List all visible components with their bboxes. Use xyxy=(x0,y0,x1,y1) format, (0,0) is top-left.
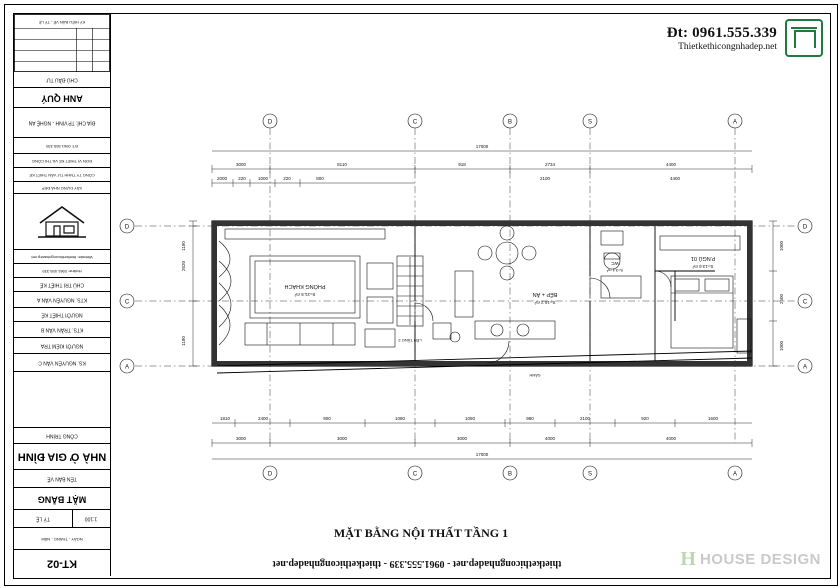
svg-text:3000: 3000 xyxy=(235,436,247,441)
stair-label: LÊN TẦNG 2 xyxy=(398,338,422,343)
company-name-row: CÔNG TY TNHH TƯ VẤN THIẾT KẾ xyxy=(14,168,110,182)
svg-text:1600: 1600 xyxy=(707,416,719,421)
svg-text:D: D xyxy=(267,471,273,478)
living-room-label: PHÒNG KHÁCH xyxy=(284,283,326,289)
svg-text:4400: 4400 xyxy=(669,176,681,181)
svg-text:B: B xyxy=(507,471,513,478)
svg-text:2734: 2734 xyxy=(544,162,556,167)
role-checker-name-row: KS. NGUYỄN VĂN C xyxy=(14,354,110,372)
svg-text:D: D xyxy=(802,224,808,231)
project-name-row: NHÀ Ở GIA ĐÌNH xyxy=(14,444,110,470)
watermark-mark-icon: H xyxy=(680,548,696,570)
company-contact-row: Website: thietkethicongnhadep.net xyxy=(14,250,110,264)
kitchen-dining-area: S=16.2 m² xyxy=(534,300,556,305)
living-room-area: S=21.5 m² xyxy=(294,292,316,297)
svg-text:2620: 2620 xyxy=(181,260,186,272)
owner-header-row: CHỦ ĐẦU TƯ xyxy=(14,72,110,88)
header-text xyxy=(667,25,777,52)
svg-text:220: 220 xyxy=(238,176,246,181)
svg-text:1050: 1050 xyxy=(464,416,476,421)
plan-caption: MẶT BẰNG NỘI THẤT TẦNG 1 xyxy=(333,526,509,540)
drawing-sheet xyxy=(4,4,838,586)
header-phone: Đt: 0961.555.339 xyxy=(666,24,777,41)
house-logo-icon xyxy=(785,19,823,57)
svg-text:2400: 2400 xyxy=(257,416,269,421)
svg-text:A: A xyxy=(732,471,738,478)
kitchen-dining-label: BẾP + ĂN xyxy=(532,291,558,297)
blank-row xyxy=(14,372,110,428)
svg-text:4000: 4000 xyxy=(544,436,556,441)
svg-text:4000: 4000 xyxy=(665,436,677,441)
entry-label: SẢNH xyxy=(529,373,541,378)
company-code-row: ĐT: 0961.555.339 xyxy=(14,138,110,154)
svg-text:2000: 2000 xyxy=(216,176,228,181)
svg-text:1180: 1180 xyxy=(181,336,186,346)
scale-row: TỶ LỆ 1:100 xyxy=(14,510,110,528)
watermark-text: HOUSE DESIGN xyxy=(699,551,821,568)
svg-text:1180: 1180 xyxy=(181,241,186,251)
logo-cell xyxy=(14,194,110,250)
svg-text:B: B xyxy=(507,119,513,126)
svg-text:C: C xyxy=(124,299,130,306)
dim-bottom-overall: 17000 xyxy=(475,452,489,457)
svg-text:3000: 3000 xyxy=(235,162,247,167)
svg-text:4400: 4400 xyxy=(665,162,677,167)
drawing-name-row: MẶT BẰNG xyxy=(14,488,110,510)
svg-text:1000: 1000 xyxy=(257,176,269,181)
owner-address-row: ĐỊA CHỈ: TP.VINH - NGHỆ AN xyxy=(14,108,110,138)
owner-name-row: ANH QUÝ xyxy=(14,88,110,108)
svg-text:8110: 8110 xyxy=(337,162,347,167)
floor-plan-svg xyxy=(115,71,831,511)
bedroom-area: S=13.6 m² xyxy=(692,264,714,269)
svg-text:3000: 3000 xyxy=(336,436,348,441)
role-checker-row: NGƯỜI KIỂM TRA xyxy=(14,338,110,354)
role-designer-name-row: KTS. TRẦN VĂN B xyxy=(14,322,110,338)
svg-text:918: 918 xyxy=(458,162,466,167)
watermark xyxy=(680,548,821,571)
company-header-row: ĐƠN VỊ THIẾT KẾ VÀ THI CÔNG xyxy=(14,154,110,168)
role-designer-row: NGƯỜI THIẾT KẾ xyxy=(14,308,110,322)
svg-text:900: 900 xyxy=(323,416,331,421)
dim-top-overall: 17000 xyxy=(475,144,489,149)
company-logo-icon xyxy=(36,203,88,239)
svg-text:220: 220 xyxy=(283,176,291,181)
project-header-row: CÔNG TRÌNH xyxy=(14,428,110,444)
svg-text:800: 800 xyxy=(316,176,324,181)
floor-plan-drawing xyxy=(115,71,831,511)
svg-text:C: C xyxy=(802,299,808,306)
drawing-header-row: TÊN BẢN VẼ xyxy=(14,470,110,488)
svg-text:980: 980 xyxy=(526,416,534,421)
svg-text:C: C xyxy=(412,119,418,126)
svg-text:D: D xyxy=(267,119,273,126)
svg-text:1000: 1000 xyxy=(779,340,784,352)
header-website: Thietkethicongnhadep.net xyxy=(678,41,777,52)
company-sub-row: XÂY DỰNG NHÀ ĐẸP xyxy=(14,182,110,194)
svg-text:2100: 2100 xyxy=(539,176,551,181)
date-row: NGÀY - THÁNG - NĂM xyxy=(14,528,110,550)
svg-text:A: A xyxy=(732,119,738,126)
svg-text:2100: 2100 xyxy=(579,416,591,421)
svg-text:1000: 1000 xyxy=(779,240,784,252)
svg-text:C: C xyxy=(412,471,418,478)
svg-text:A: A xyxy=(124,364,130,371)
svg-text:D: D xyxy=(124,224,130,231)
svg-text:S: S xyxy=(587,119,593,126)
title-block xyxy=(14,14,111,576)
svg-text:1810: 1810 xyxy=(219,416,231,421)
header-contact xyxy=(667,19,823,57)
wc-label: WC xyxy=(611,261,619,266)
svg-text:S: S xyxy=(587,471,593,478)
company-hotline-row: Hotline: 0961.555.339 xyxy=(14,264,110,278)
svg-text:1080: 1080 xyxy=(394,416,406,421)
role-design-head-row: CHỦ TRÌ THIẾT KẾ xyxy=(14,278,110,292)
svg-text:920: 920 xyxy=(641,416,649,421)
plan-footer: thietkethicongnhadep.net - 0961.555.339 - thietkethicongnhadep.net xyxy=(272,558,562,569)
role-design-head-name-row: KTS. NGUYỄN VĂN A xyxy=(14,292,110,308)
title-block-grid-label: KÝ HIỆU BẢN VẼ - TỶ LỆ xyxy=(38,19,86,25)
bedroom-label: P.NGỦ 01 xyxy=(690,255,716,261)
svg-text:2500: 2500 xyxy=(779,293,784,305)
wc-area: S=3.4 m² xyxy=(606,268,624,273)
svg-text:3000: 3000 xyxy=(456,436,468,441)
sheet-number-row: KT-02 xyxy=(47,557,77,570)
svg-text:A: A xyxy=(802,364,808,371)
